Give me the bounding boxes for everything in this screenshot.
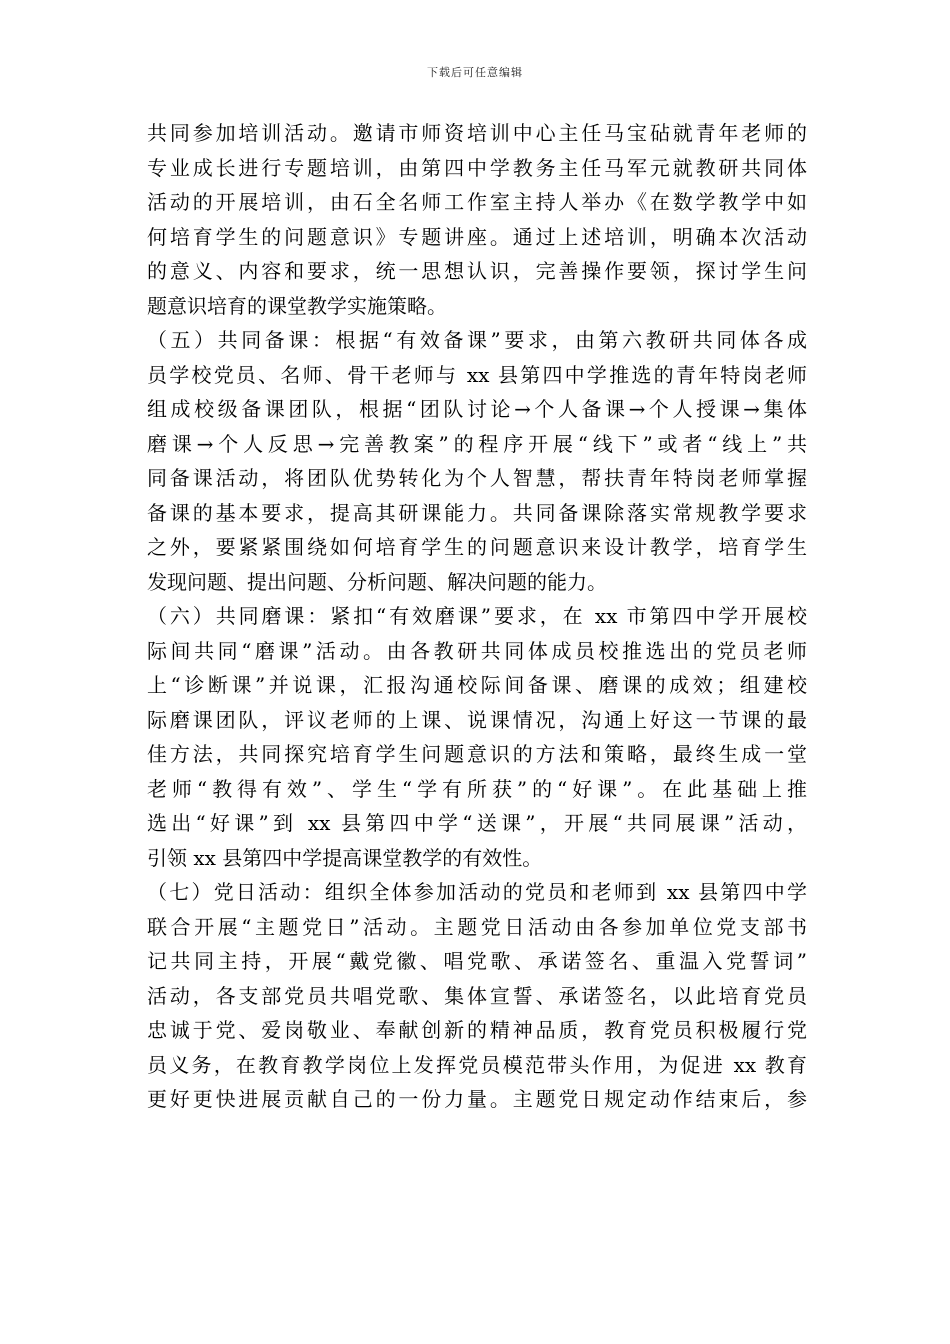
text-line: 何培育学生的问题意识》专题讲座。通过上述培训，明确本次活动: [147, 224, 807, 249]
text-line: 上“诊断课”并说课，汇报沟通校际间备课、磨课的成效；组建校: [147, 673, 807, 697]
text-line: 发现问题、提出问题、分析问题、解决问题的能力。: [147, 569, 607, 594]
text-line: 专业成长进行专题培训，由第四中学教务主任马军元就教研共同体: [147, 155, 807, 180]
text-line: 佳方法，共同探究培育学生问题意识的方法和策略，最终生成一堂: [147, 742, 807, 766]
text-line: 共同参加培训活动。邀请市师资培训中心主任马宝砧就青年老师的: [147, 121, 807, 145]
text-line: 活动的开展培训，由石全名师工作室主持人举办《在数学教学中如: [147, 190, 807, 214]
document-body: [147, 116, 807, 1117]
text-line: 之外，要紧紧围绕如何培育学生的问题意识来设计教学，培育学生: [147, 535, 807, 559]
text-line: 际磨课团队，评议老师的上课、说课情况，沟通上好这一节课的最: [147, 707, 807, 732]
text-line: 的意义、内容和要求，统一思想认识，完善操作要领，探讨学生问: [147, 259, 807, 283]
text-line: 忠诚于党、爱岗敬业、奉献创新的精神品质，教育党员积极履行党: [147, 1018, 807, 1042]
text-line: 更好更快进展贡献自己的一份力量。主题党日规定动作结束后，参: [147, 1087, 807, 1111]
text-line: 员学校党员、名师、骨干老师与 xx 县第四中学推选的青年特岗老师: [147, 362, 807, 387]
section-five-heading-line: （五）共同备课：根据“有效备课”要求，由第六教研共同体各成: [147, 328, 807, 352]
text-line: 际间共同“磨课”活动。由各教研共同体成员校推选出的党员老师: [147, 638, 807, 663]
text-line: 选出“好课”到 xx 县第四中学“送课”，开展“共同展课”活动，: [147, 811, 807, 835]
text-line: 备课的基本要求，提高其研课能力。共同备课除落实常规教学要求: [147, 500, 807, 525]
text-line: 活动，各支部党员共唱党歌、集体宣誓、承诺签名，以此培育党员: [147, 983, 807, 1008]
text-line: 磨课→个人反思→完善教案”的程序开展“线下”或者“线上”共: [147, 431, 807, 456]
section-seven-heading-line: （七）党日活动：组织全体参加活动的党员和老师到 xx 县第四中学: [147, 880, 807, 904]
page-header: 下载后可任意编辑: [427, 66, 523, 79]
text-line: 同备课活动，将团队优势转化为个人智慧，帮扶青年特岗老师掌握: [147, 466, 807, 490]
text-line: 引领 xx 县第四中学提高课堂教学的有效性。: [147, 845, 543, 870]
text-line: 老师“教得有效”、学生“学有所获”的“好课”。在此基础上推: [147, 776, 807, 801]
text-line: 组成校级备课团队，根据“团队讨论→个人备课→个人授课→集体: [147, 397, 807, 421]
section-six-heading-line: （六）共同磨课：紧扣“有效磨课”要求，在 xx 市第四中学开展校: [147, 604, 807, 628]
text-line: 员义务，在教育教学岗位上发挥党员模范带头作用，为促进 xx 教育: [147, 1052, 807, 1077]
text-line: 题意识培育的课堂教学实施策略。: [147, 293, 447, 318]
text-line: 记共同主持，开展“戴党徽、唱党歌、承诺签名、重温入党誓词”: [147, 949, 807, 973]
text-line: 联合开展“主题党日”活动。主题党日活动由各参加单位党支部书: [147, 914, 807, 939]
